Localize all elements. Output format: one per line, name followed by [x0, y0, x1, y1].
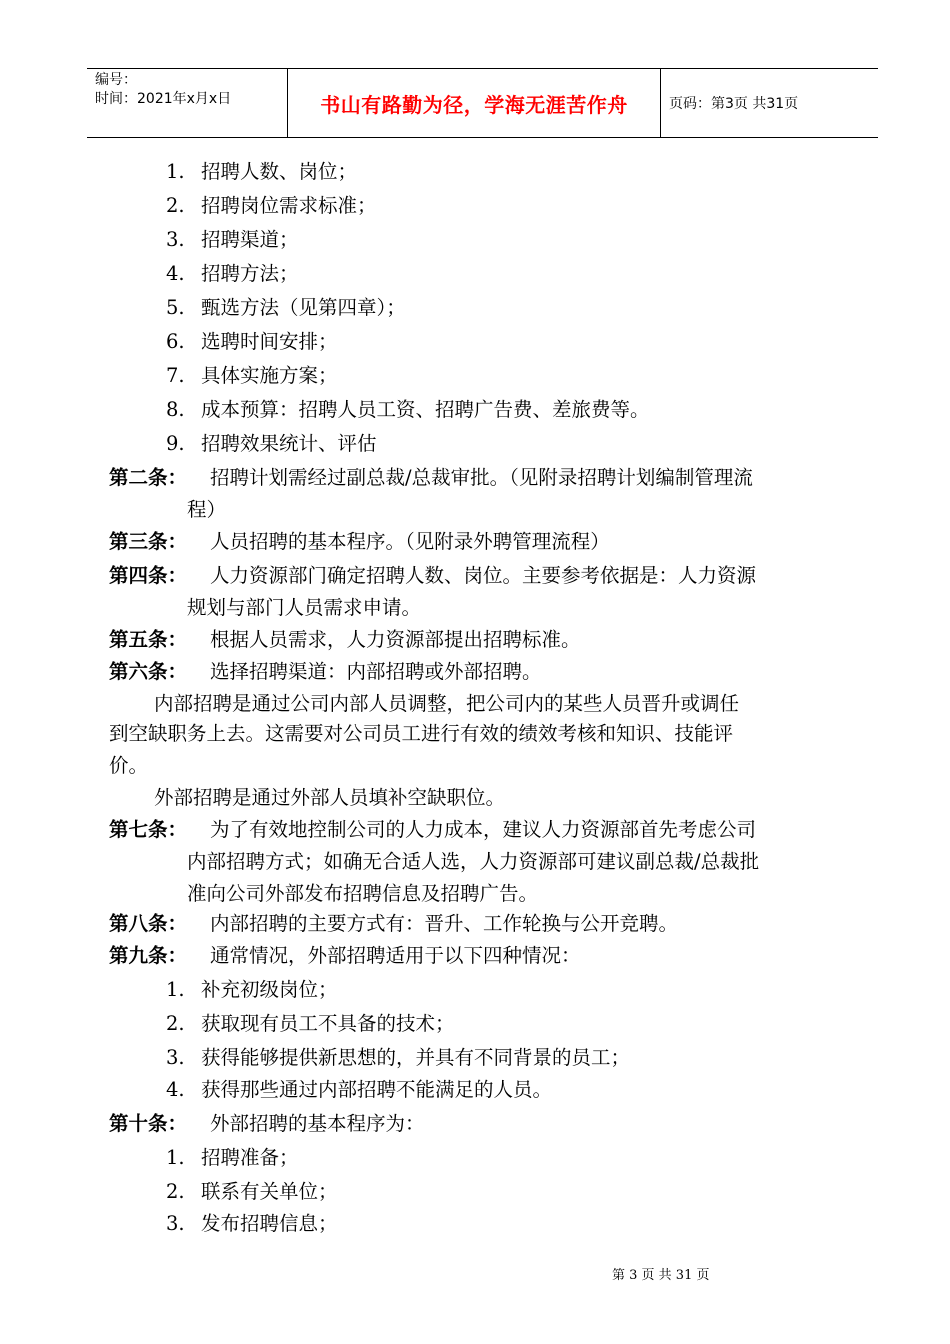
list-number: 4.: [166, 1078, 185, 1101]
list-number: 3.: [166, 228, 185, 251]
list-number: 1.: [166, 160, 185, 183]
list-number: 8.: [166, 398, 185, 421]
time-label: 时间：2021年x月x日: [95, 91, 232, 107]
header-meta: [87, 69, 287, 137]
list-item: 甄选方法（见第四章）；: [201, 296, 406, 319]
list-number: 1.: [166, 1146, 185, 1169]
article-label: 第二条：: [109, 466, 188, 489]
article-text: 为了有效地控制公司的人力成本，建议人力资源部首先考虑公司: [210, 818, 757, 841]
list-number: 5.: [166, 296, 185, 319]
list-item: 联系有关单位；: [201, 1180, 338, 1203]
list-number: 2.: [166, 1012, 185, 1035]
article-text: 人员招聘的基本程序。（见附录外聘管理流程）: [210, 530, 610, 553]
article-label: 第八条：: [109, 912, 188, 935]
article-text: 招聘计划需经过副总裁/总裁审批。（见附录招聘计划编制管理流: [210, 466, 753, 489]
list-number: 3.: [166, 1212, 185, 1235]
list-number: 9.: [166, 432, 185, 455]
article-text: 外部招聘的基本程序为：: [210, 1112, 425, 1135]
list-number: 6.: [166, 330, 185, 353]
list-number: 4.: [166, 262, 185, 285]
article-label: 第三条：: [109, 530, 188, 553]
list-number: 1.: [166, 978, 185, 1001]
serial-label: 编号：: [95, 72, 137, 88]
list-item: 招聘岗位需求标准；: [201, 194, 377, 217]
list-item: 获得那些通过内部招聘不能满足的人员。: [201, 1078, 553, 1101]
list-item: 招聘效果统计、评估: [201, 432, 377, 455]
article-text: 程）: [187, 498, 227, 521]
list-item: 获得能够提供新思想的，并具有不同背景的员工；: [201, 1046, 631, 1069]
paragraph-line: 内部招聘是通过公司内部人员调整，把公司内的某些人员晋升或调任: [154, 692, 740, 715]
list-item: 成本预算：招聘人员工资、招聘广告费、差旅费等。: [201, 398, 650, 421]
list-number: 7.: [166, 364, 185, 387]
list-item: 补充初级岗位；: [201, 978, 338, 1001]
header-motto: 书山有路勤为径，学海无涯苦作舟: [287, 69, 661, 137]
list-item: 招聘方法；: [201, 262, 299, 285]
paragraph-line: 到空缺职务上去。这需要对公司员工进行有效的绩效考核和知识、技能评: [109, 722, 734, 745]
paragraph-line: 价。: [109, 754, 149, 777]
list-item: 招聘渠道；: [201, 228, 299, 251]
list-item: 招聘准备；: [201, 1146, 299, 1169]
article-text: 根据人员需求，人力资源部提出招聘标准。: [210, 628, 581, 651]
article-text: 通常情况，外部招聘适用于以下四种情况：: [210, 944, 581, 967]
article-text: 内部招聘的主要方式有：晋升、工作轮换与公开竞聘。: [210, 912, 679, 935]
article-text: 内部招聘方式；如确无合适人选，人力资源部可建议副总裁/总裁批: [187, 850, 760, 873]
list-number: 3.: [166, 1046, 185, 1069]
list-item: 获取现有员工不具备的技术；: [201, 1012, 455, 1035]
article-label: 第七条：: [109, 818, 188, 841]
list-number: 2.: [166, 194, 185, 217]
document-header: [87, 68, 878, 138]
list-item: 招聘人数、岗位；: [201, 160, 358, 183]
article-label: 第十条：: [109, 1112, 188, 1135]
list-item: 选聘时间安排；: [201, 330, 338, 353]
list-number: 2.: [166, 1180, 185, 1203]
article-label: 第五条：: [109, 628, 188, 651]
list-item: 具体实施方案；: [201, 364, 338, 387]
page-footer: 第 3 页 共 31 页: [612, 1268, 710, 1283]
header-page-label: 页码：第3页 共31页: [669, 96, 799, 112]
article-label: 第九条：: [109, 944, 188, 967]
article-label: 第四条：: [109, 564, 188, 587]
article-label: 第六条：: [109, 660, 188, 683]
article-text: 人力资源部门确定招聘人数、岗位。主要参考依据是：人力资源: [210, 564, 757, 587]
paragraph-line: 外部招聘是通过外部人员填补空缺职位。: [154, 786, 506, 809]
article-text: 选择招聘渠道：内部招聘或外部招聘。: [210, 660, 542, 683]
article-text: 规划与部门人员需求申请。: [187, 596, 422, 619]
list-item: 发布招聘信息；: [201, 1212, 338, 1235]
article-text: 准向公司外部发布招聘信息及招聘广告。: [187, 882, 539, 905]
